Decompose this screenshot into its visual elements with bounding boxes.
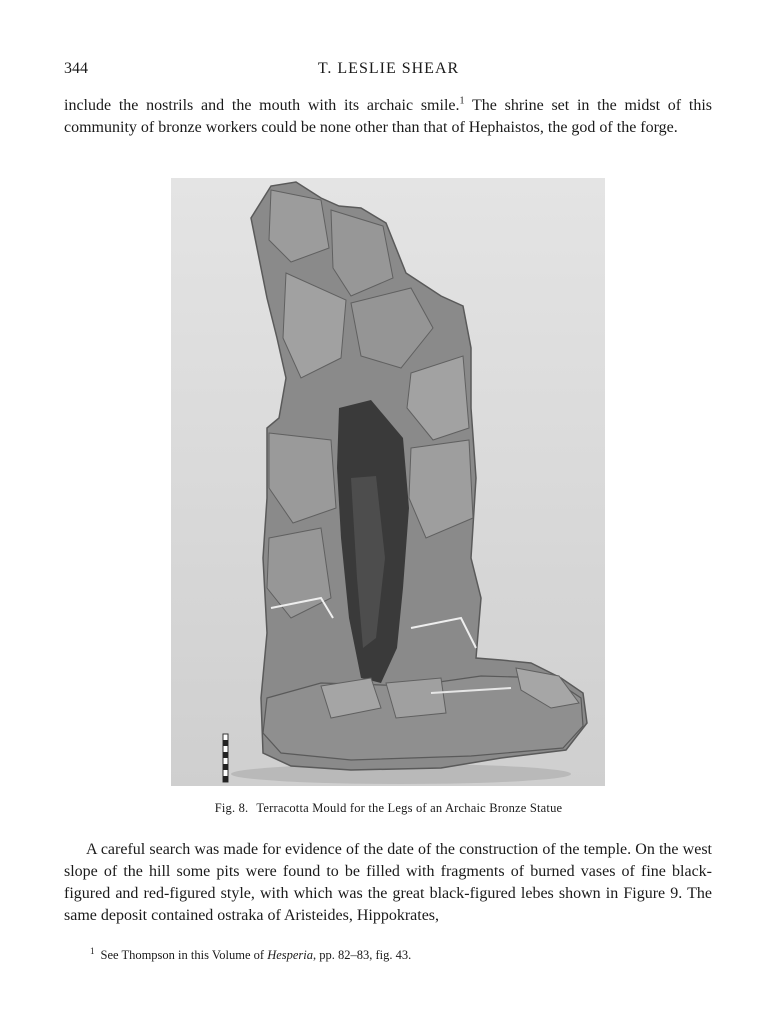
figure-caption-text: Terracotta Mould for the Legs of an Archaic Bronze Statue [256, 801, 563, 815]
figure-photo-terracotta-mould [171, 178, 605, 786]
figure-caption [0, 801, 777, 816]
footnote-text-b: , pp. 82–83, fig. 43. [313, 948, 412, 963]
footnote-journal: Hesperia [267, 948, 314, 963]
footnote-mark: 1 [90, 946, 95, 956]
page-number: 344 [64, 60, 88, 77]
paragraph-1-text-a: include the nostrils and the mouth with its archaic smile. [64, 97, 460, 114]
figure-label: Fig. 8. [214, 801, 249, 815]
scale-bar [223, 734, 228, 782]
body-paragraph-1 [64, 95, 712, 139]
body-paragraph-2: A careful search was made for evidence of the date of the construction of the temple. On the west slope of the hill some pits were found to be filled with fragments of burned vases of fine black-figured and red-figured style, with which was the great black-figured lebes shown in Figure 9. The same deposit contained ostraka of Aristeides, Hippokrates, [64, 841, 712, 924]
footnote-text-a: See Thompson in this Volume of [100, 948, 268, 963]
paragraph-1-text-b: The shrine set in the midst of this community of bronze workers could be none other than that of Hephaistos, the god of the forge. [64, 97, 712, 136]
footnote-reference[interactable]: 1 [459, 95, 465, 107]
mould-illustration [171, 178, 605, 786]
running-head: T. LESLIE SHEAR [317, 60, 460, 77]
footnote [90, 946, 411, 963]
